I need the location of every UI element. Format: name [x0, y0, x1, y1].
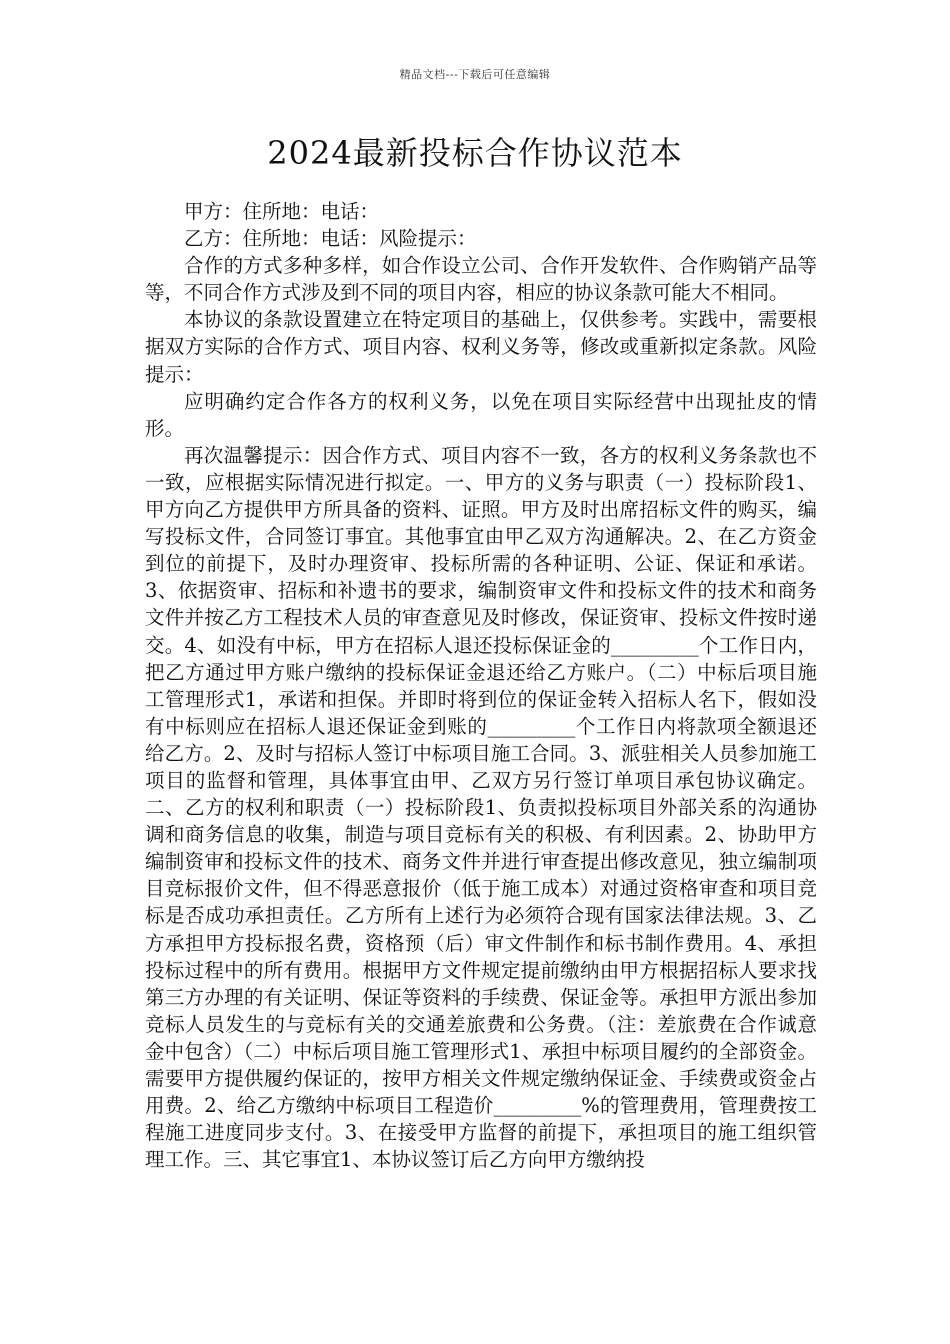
document-title: 2024最新投标合作协议范本 — [267, 134, 683, 172]
header-note: 精品文档---下载后可任意编辑 — [399, 68, 551, 81]
body-paragraph: 再次温馨提示：因合作方式、项目内容不一致，各方的权利义务条款也不一致，应根据实际情况进行拟定。一、甲方的义务与职责（一）投标阶段1、甲方向乙方提供甲方所具备的资料、证照。甲方及时出席招标文件的购买，编写投标文件，合同签订事宜。其他事宜由甲乙双方沟通解决。2、在乙方资金到位的前提下，及时办理资审、投标所需的各种证明、公证、保证和承诺。3、依据资审、招标和补遗书的要求，编制资审文件和投标文件的技术和商务文件并按乙方工程技术人员的审查意见及时修改，保证资审、投标文件按时递交。4、如没有中标，甲方在招标人退还投标保证金的_________个工作日内，把乙方通过甲方账户缴纳的投标保证金退还给乙方账户。（二）中标后项目施工管理形式1，承诺和担保。并即时将到位的保证金转入招标人名下，假如没有中标则应在招标人退还保证金到账的_________个工作日内将款项全额退还给乙方。2、及时与招标人签订中标项目施工合同。3、派驻相关人员参加施工项目的监督和管理，具体事宜由甲、乙双方另行签订单项目承包协议确定。二、乙方的权利和职责（一）投标阶段1、负责拟投标项目外部关系的沟通协调和商务信息的收集，制造与项目竞标有关的积极、有利因素。2、协助甲方编制资审和投标文件的技术、商务文件并进行审查提出修改意见，独立编制项目竞标报价文件，但不得恶意报价（低于施工成本）对通过资格审查和项目竞标是否成功承担责任。乙方所有上述行为必须符合现有国家法律法规。3、乙方承担甲方投标报名费，资格预（后）审文件制作和标书制作费用。4、承担投标过程中的所有费用。根据甲方文件规定提前缴纳由甲方根据招标人要求找第三方办理的有关证明、保证等资料的手续费、保证金等。承担甲方派出参加竞标人员发生的与竞标有关的交通差旅费和公务费。（注：差旅费在合作诚意金中包含）（二）中标后项目施工管理形式1、承担中标项目履约的全部资金。需要甲方提供履约保证的，按甲方相关文件规定缴纳保证金、手续费或资金占用费。2、给乙方缴纳中标项目工程造价_________%的管理费用，管理费按工程施工进度同步支付。3、在接受甲方监督的前提下，承担项目的施工组织管理工作。三、其它事宜1、本协议签订后乙方向甲方缴纳投 — [145, 443, 817, 1172]
body-paragraph: 本协议的条款设置建立在特定项目的基础上，仅供参考。实践中，需要根据双方实际的合作方式、项目内容、权利义务等，修改或重新拟定条款。风险提示： — [145, 308, 817, 386]
party-a-line: 甲方：住所地：电话： — [184, 200, 380, 223]
body-paragraph: 合作的方式多种多样，如合作设立公司、合作开发软件、合作购销产品等等，不同合作方式涉及到不同的项目内容，相应的协议条款可能大不相同。 — [145, 254, 817, 305]
document-body — [145, 198, 817, 1173]
body-paragraph: 应明确约定合作各方的权利义务，以免在项目实际经营中出现扯皮的情形。 — [145, 389, 817, 440]
party-b-line: 乙方：住所地：电话：风险提示： — [184, 227, 477, 251]
